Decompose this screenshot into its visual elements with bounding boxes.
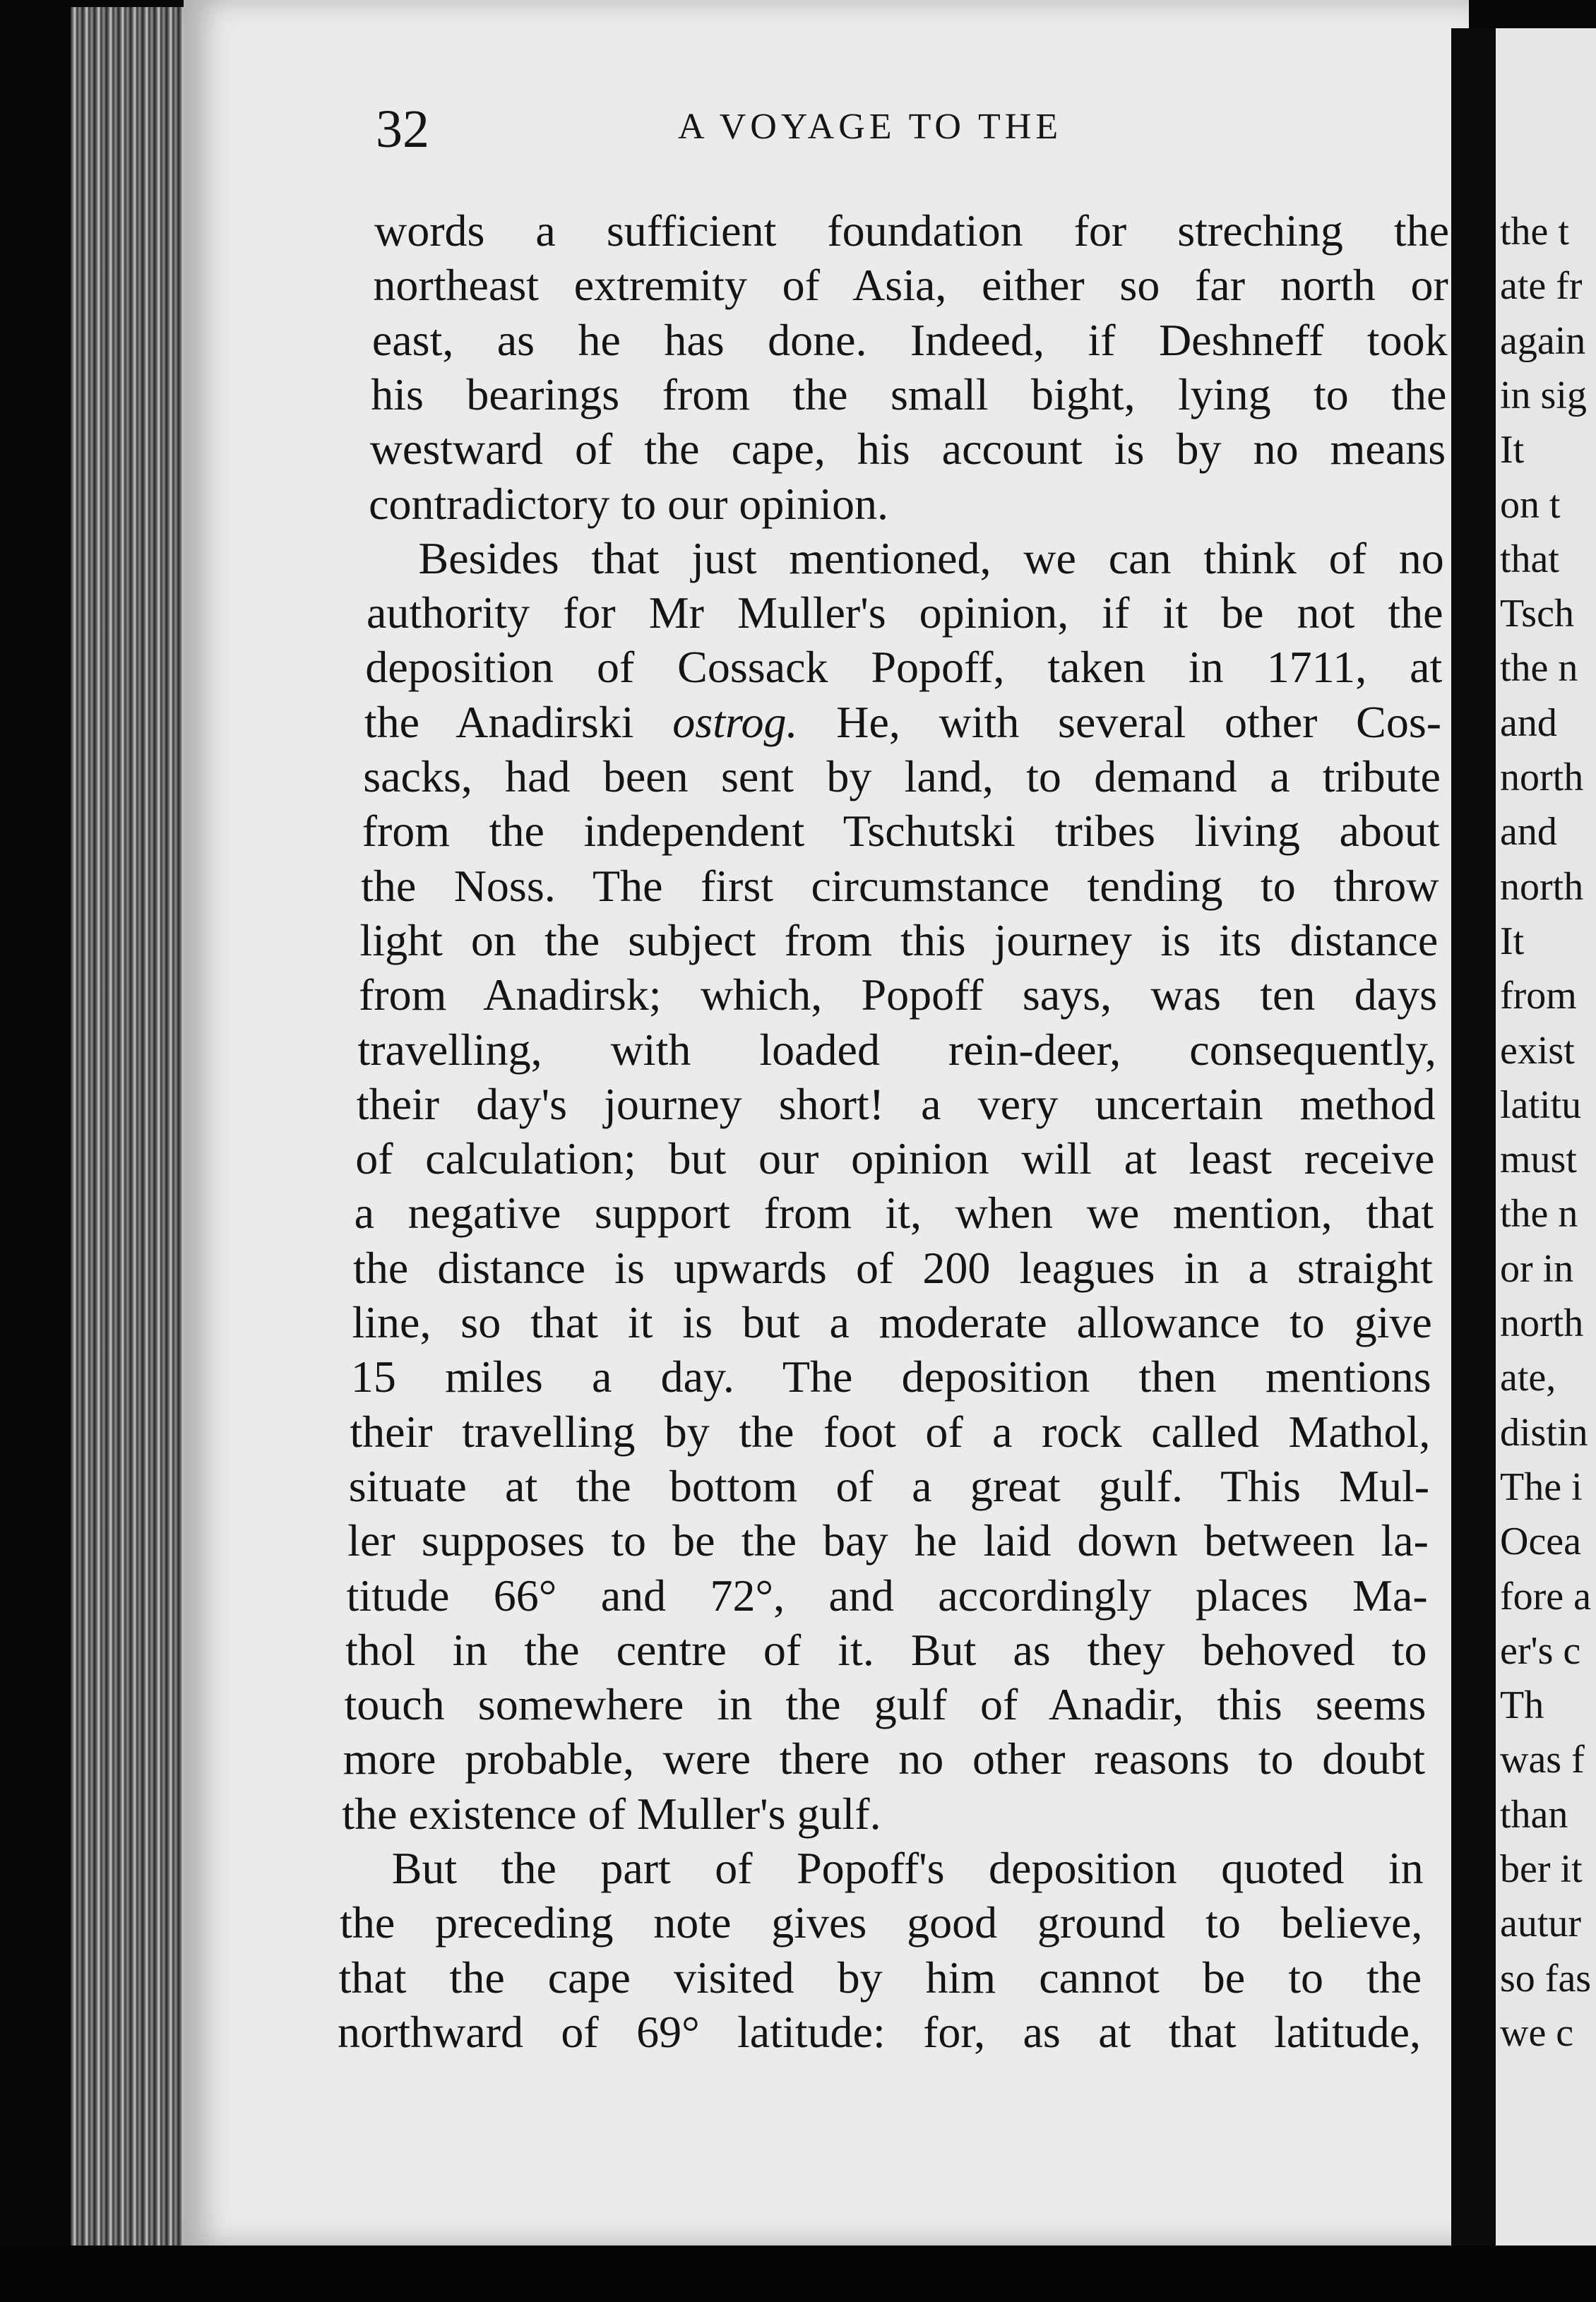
text-line: their day's journey short! a very uncertain method [356,1078,1436,1129]
text-line: the Noss. The first circumstance tending to throw [361,860,1439,911]
text-line: more probable, were there no other reasons to doubt [343,1734,1426,1784]
facing-page-fragment: It [1500,919,1525,963]
text-line: Besides that just mentioned, we can think of no [418,532,1444,583]
facing-page-fragment: and [1500,810,1557,854]
facing-page-fragment: fore a [1500,1574,1592,1618]
text-line: words a sufficient foundation for streching the [374,205,1449,256]
facing-page-fragment: than [1500,1792,1568,1837]
text-line: line, so that it is but a moderate allowance to give [352,1297,1432,1347]
text-line: of calculation; but our opinion will at least receive [355,1133,1435,1184]
facing-page-fragment: was f [1500,1738,1585,1782]
page-number: 32 [376,100,429,159]
book-gutter [1451,28,1501,2246]
text-line: his bearings from the small bight, lying to the [371,369,1447,419]
facing-page-fragment: the n [1500,646,1578,691]
text-line: situate at the bottom of a great gulf. This Mul- [348,1460,1430,1511]
facing-page-fragment: we c [1500,2010,1574,2055]
text-line: east, as he has done. Indeed, if Deshneff took [371,314,1448,365]
facing-page-fragment: from [1500,974,1577,1018]
facing-page-fragment: north [1500,1301,1584,1345]
facing-page-fragment: and [1500,700,1557,745]
text-line: northward of 69° latitude: for, as at that latitude, [338,2006,1421,2057]
text-line: northeast extremity of Asia, either so far north or [373,260,1448,311]
text-line: light on the subject from this journey is its distance [359,914,1439,965]
facing-page [1496,28,1596,2246]
facing-page-fragment: It [1500,428,1525,472]
text-line: titude 66° and 72°, and accordingly places Ma- [346,1570,1428,1621]
text-line: travelling, with loaded rein-deer, consequently, [357,1024,1436,1075]
text-line: from Anadirsk; which, Popoff says, was ten days [358,970,1438,1020]
facing-page-fragment: latitu [1500,1083,1582,1127]
facing-page-fragment: north [1500,756,1584,799]
facing-page-fragment: autur [1500,1902,1582,1946]
text-line: thol in the centre of it. But as they behoved to [345,1624,1427,1675]
text-line: touch somewhere in the gulf of Anadir, this seems [344,1679,1427,1730]
text-line: the preceding note gives good ground to believe, [340,1897,1423,1948]
text-line: deposition of Cossack Popoff, taken in 1711, at [365,642,1443,693]
facing-page-fragment: The i [1500,1465,1583,1509]
text-line: a negative support from it, when we mention, that [354,1188,1434,1239]
facing-page-fragment: in sig [1500,373,1587,417]
facing-page-fragment: the n [1500,1192,1578,1236]
text-line: their travelling by the foot of a rock called Mathol, [350,1406,1431,1457]
text-line: But the part of Popoff's deposition quoted in [391,1843,1424,1893]
facing-page-fragment: ber it [1500,1847,1583,1891]
facing-page-fragment: so fas [1500,1956,1592,2000]
text-line: the Anadirski ostrog. He, with several other Cos- [364,696,1442,747]
facing-page-fragment: again [1500,318,1586,363]
text-line: sacks, had been sent by land, to demand a tribute [363,751,1441,801]
facing-page-fragment: ate, [1500,1356,1556,1400]
scan-border [0,2246,1596,2302]
text-line: from the independent Tschutski tribes living about [362,806,1440,857]
text-line: ler supposes to be the bay he laid down between la- [347,1515,1429,1566]
facing-page-fragment: the t [1500,210,1569,254]
text-line: authority for Mr Muller's opinion, if it be not the [366,588,1443,638]
text-line: the distance is upwards of 200 leagues in a straight [353,1242,1433,1293]
facing-page-fragment: or in [1500,1246,1574,1291]
text-line: westward of the cape, his account is by no means [369,424,1446,475]
text-line: 15 miles a day. The deposition then mentions [350,1352,1431,1402]
facing-page-fragment: that [1500,537,1559,581]
text-line: that the cape visited by him cannot be to the [338,1952,1422,2003]
facing-page-fragment: north [1500,864,1584,909]
text-line: the existence of Muller's gulf. [342,1788,881,1839]
facing-page-fragment: exist [1500,1028,1575,1073]
facing-page-fragment: must [1500,1138,1577,1182]
text-line: contradictory to our opinion. [369,478,888,529]
facing-page-fragment: Th [1500,1683,1544,1728]
facing-page-fragment: Tsch [1500,592,1574,636]
running-head: A VOYAGE TO THE [678,107,1063,147]
facing-page-fragment: ate fr [1500,264,1583,309]
facing-page-fragment: on t [1500,482,1561,527]
facing-page-fragment: distin [1500,1410,1588,1455]
facing-page-fragment: er's c [1500,1628,1581,1673]
facing-page-fragment: Ocea [1500,1520,1582,1564]
